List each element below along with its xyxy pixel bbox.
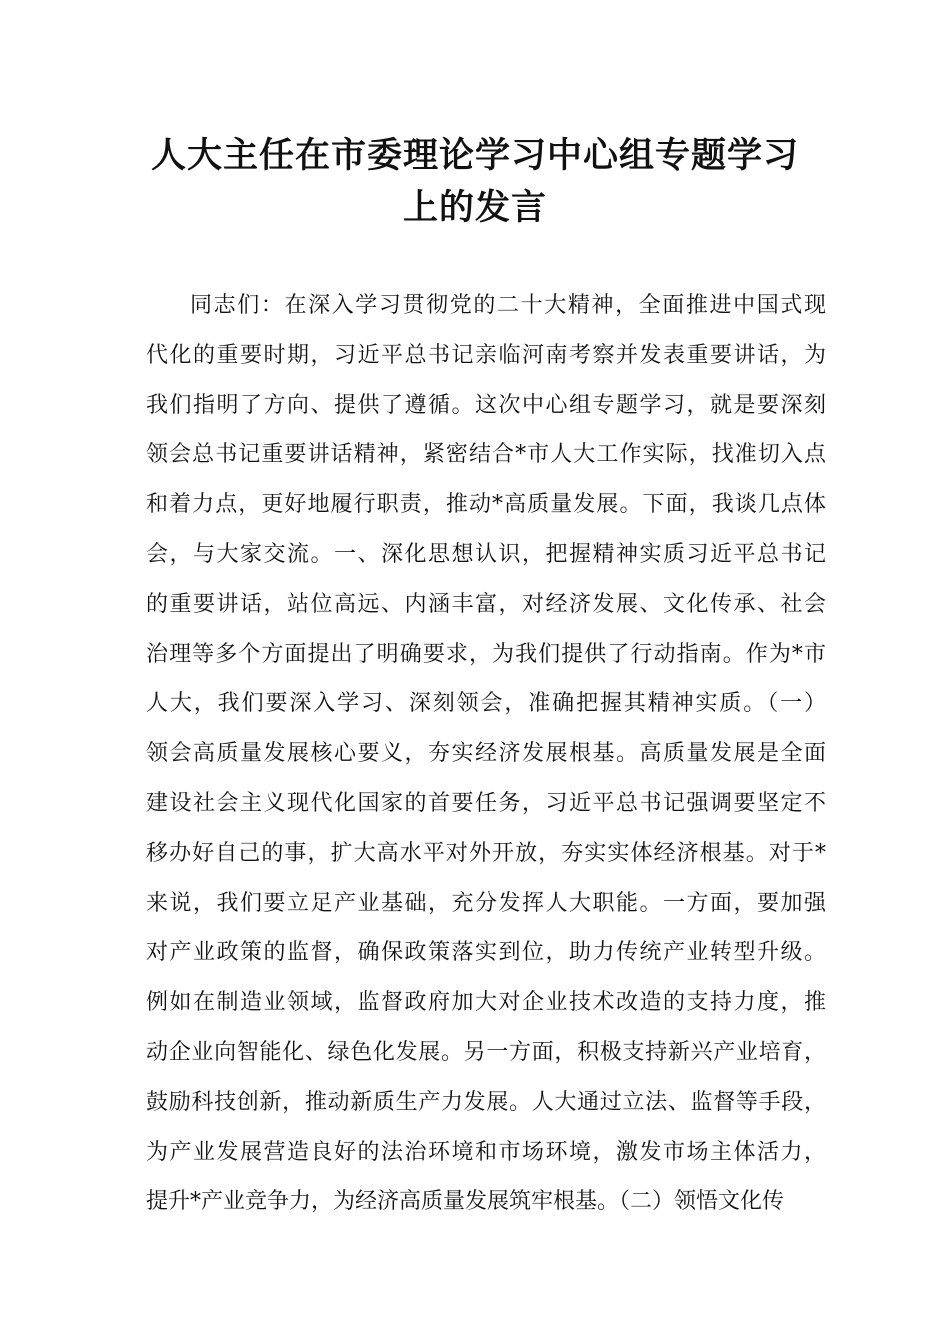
body-line: 为产业发展营造良好的法治环境和市场环境，激发市场主体活力， bbox=[146, 1139, 826, 1165]
body-line: 的重要讲话，站位高远、内涵丰富，对经济发展、文化传承、社会 bbox=[146, 591, 826, 617]
body-line: 来说，我们要立足产业基础，充分发挥人大职能。一方面，要加强 bbox=[146, 890, 826, 916]
title-line: 人大主任在市委理论学习中心组专题学习 bbox=[150, 136, 799, 176]
body-line: 对产业政策的监督，确保政策落实到位，助力传统产业转型升级。 bbox=[146, 940, 826, 966]
title-line: 上的发言 bbox=[402, 188, 547, 228]
body-line: 领会总书记重要讲话精神，紧密结合*市人大工作实际，找准切入点 bbox=[146, 442, 826, 468]
body-line: 同志们：在深入学习贯彻党的二十大精神，全面推进中国式现 bbox=[190, 293, 826, 318]
body-line: 代化的重要时期，习近平总书记亲临河南考察并发表重要讲话，为 bbox=[146, 342, 826, 368]
body-line: 和着力点，更好地履行职责，推动*高质量发展。下面，我谈几点体 bbox=[146, 492, 826, 518]
body-line: 建设社会主义现代化国家的首要任务，习近平总书记强调要坚定不 bbox=[146, 790, 826, 816]
body-line: 移办好自己的事，扩大高水平对外开放，夯实实体经济根基。对于* bbox=[146, 840, 826, 866]
body-line: 例如在制造业领域，监督政府加大对企业技术改造的支持力度，推 bbox=[146, 990, 826, 1016]
body-line: 治理等多个方面提出了明确要求，为我们提供了行动指南。作为*市 bbox=[146, 641, 826, 667]
body-line: 鼓励科技创新，推动新质生产力发展。人大通过立法、监督等手段， bbox=[146, 1089, 826, 1115]
document-title bbox=[140, 130, 810, 234]
document-body bbox=[146, 281, 826, 1227]
body-line: 提升*产业竞争力，为经济高质量发展筑牢根基。（二）领悟文化传 bbox=[146, 1189, 785, 1215]
body-line: 人大，我们要深入学习、深刻领会，准确把握其精神实质。（一） bbox=[146, 691, 826, 717]
body-line: 领会高质量发展核心要义，夯实经济发展根基。高质量发展是全面 bbox=[146, 741, 826, 767]
body-line: 动企业向智能化、绿色化发展。另一方面，积极支持新兴产业培育， bbox=[146, 1039, 826, 1065]
body-line: 我们指明了方向、提供了遵循。这次中心组专题学习，就是要深刻 bbox=[146, 392, 826, 418]
body-line: 会，与大家交流。一、深化思想认识，把握精神实质习近平总书记 bbox=[146, 541, 826, 567]
